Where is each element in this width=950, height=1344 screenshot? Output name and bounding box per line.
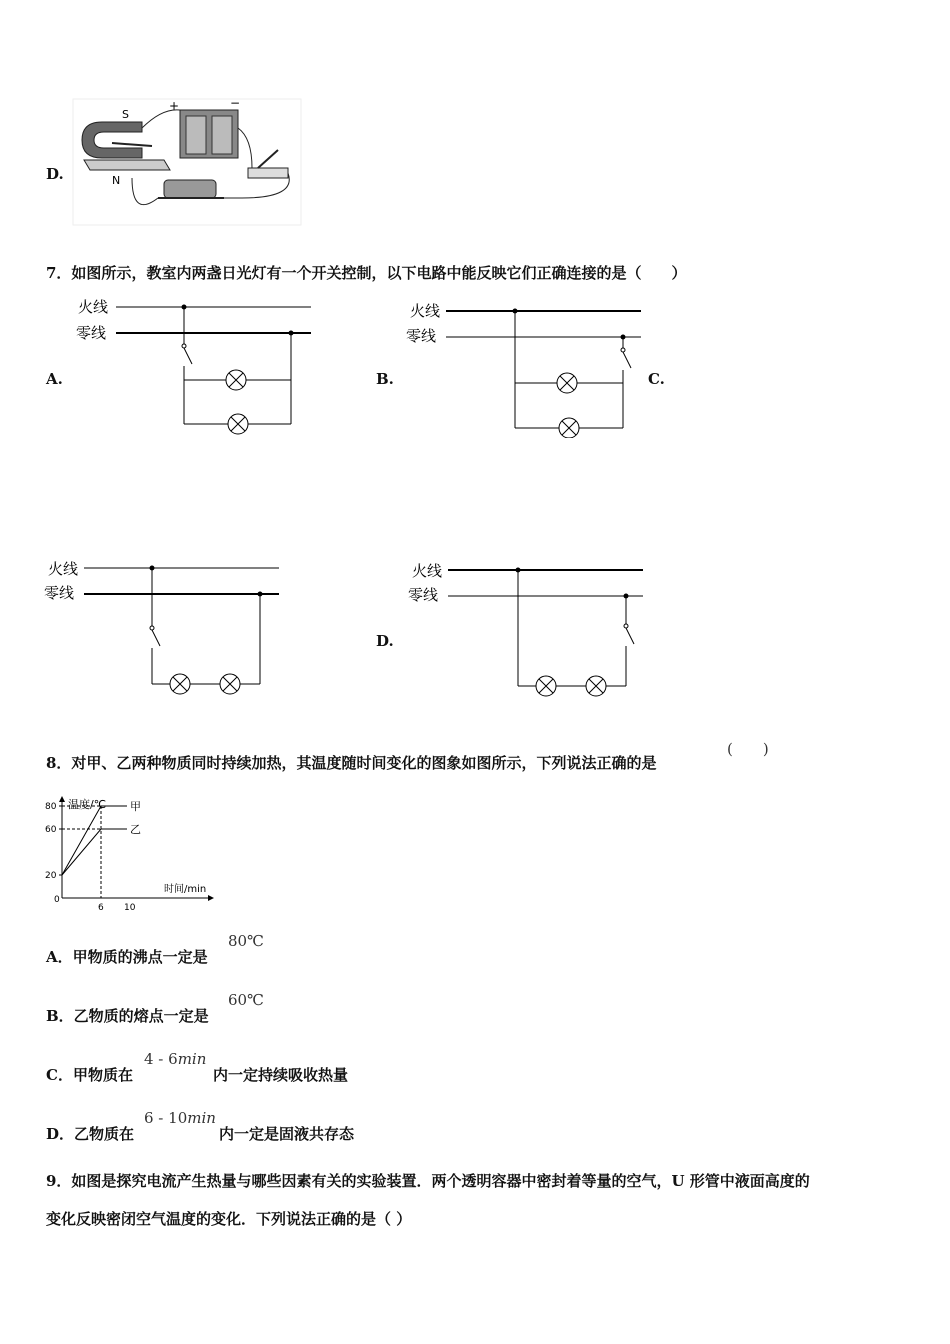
magnet-n-label: N (112, 174, 121, 187)
series-line-jia (62, 806, 127, 875)
q8-option-c-suffix: 内一定持续吸收热量 (213, 1066, 349, 1084)
q8-option-c-range: 4 - 6 (144, 1050, 178, 1068)
q8-option-d-unit: min (187, 1109, 216, 1127)
y-axis-label: 温度/℃ (68, 798, 107, 811)
q8-option-d-math (144, 1109, 216, 1127)
q7-option-b: B. (376, 370, 394, 388)
rheostat (164, 180, 216, 198)
q8-option-d-suffix: 内一定是固液共存态 (219, 1125, 355, 1143)
x-tick-label: 6 (98, 903, 104, 912)
switch (248, 168, 288, 178)
q6-option-d-figure (72, 98, 302, 226)
y-axis-arrow (59, 796, 65, 802)
q7-circuit-d (406, 558, 651, 698)
q7-circuit-a (74, 296, 319, 436)
q8-option-d-text: D．乙物质在 (46, 1125, 135, 1143)
q8-option-c-math (144, 1050, 206, 1068)
switch-blade (152, 630, 160, 646)
rod (112, 143, 152, 146)
q7-option-d: D. (376, 632, 394, 650)
switch-contact (621, 348, 625, 352)
live-wire-label: 火线 (78, 298, 109, 316)
q8-option-b-text: B．乙物质的熔点一定是 (46, 1007, 209, 1025)
q8-option-c[interactable] (46, 1064, 133, 1085)
neutral-wire-label: 零线 (408, 586, 439, 604)
neutral-wire-label: 零线 (406, 327, 437, 345)
y-tick-label: 20 (45, 871, 57, 881)
q8-option-b-math: 60℃ (228, 991, 264, 1009)
q7-stem: 7．如图所示，教室内两盏日光灯有一个开关控制，以下电路中能反映它们正确连接的是（ ） (46, 264, 687, 282)
series-line-yi (62, 829, 127, 875)
battery-minus-label: − (230, 98, 241, 110)
q7-circuit-b (404, 298, 649, 438)
horseshoe-magnet (82, 122, 142, 158)
wire (132, 178, 158, 205)
magnet-base (84, 160, 170, 170)
q7-circuit-c (42, 556, 287, 696)
q6-option-d-label: D. (46, 165, 64, 183)
q8-option-d[interactable] (46, 1123, 134, 1144)
q9-stem-line2: 变化反映密闭空气温度的变化．下列说法正确的是（ ） (46, 1210, 412, 1228)
y-tick-label: 60 (45, 825, 57, 835)
q8-option-a-math: 80℃ (228, 932, 264, 950)
switch-contact (182, 344, 186, 348)
origin-label: 0 (54, 895, 60, 905)
switch-blade (184, 348, 192, 364)
battery-plus-label: + (169, 99, 180, 113)
q8-stem: 8．对甲、乙两种物质同时持续加热，其温度随时间变化的图象如图所示，下列说法正确的是 (46, 754, 657, 772)
q8-answer-paren: ( ) (727, 740, 769, 758)
live-wire-label: 火线 (410, 302, 441, 320)
q8-chart (40, 794, 220, 912)
wire (238, 128, 252, 168)
y-tick-label: 80 (45, 802, 57, 812)
x-axis-label: 时间/min (164, 884, 207, 895)
q7-option-c: C. (648, 370, 665, 388)
neutral-wire-label: 零线 (44, 584, 75, 602)
switch-blade (626, 628, 634, 644)
switch-contact (624, 624, 628, 628)
series-label: 乙 (130, 823, 141, 836)
switch-blade (623, 352, 631, 368)
q9-stem-line1: 9．如图是探究电流产生热量与哪些因素有关的实验装置．两个透明容器中密封着等量的空气，U 形管中液面高度的 (46, 1172, 810, 1190)
q8-option-b[interactable] (46, 1005, 209, 1026)
q8-option-c-unit: min (177, 1050, 207, 1068)
q8-option-d-range: 6 - 10 (144, 1109, 188, 1127)
q7-option-a: A. (46, 370, 63, 388)
x-axis-arrow (208, 895, 214, 901)
neutral-wire-label: 零线 (76, 324, 107, 342)
magnet-s-label: S (122, 108, 129, 121)
switch-contact (150, 626, 154, 630)
x-tick-label: 10 (124, 903, 136, 912)
q8-option-c-text: C．甲物质在 (46, 1066, 133, 1084)
live-wire-label: 火线 (412, 562, 443, 580)
series-label: 甲 (130, 800, 141, 813)
q8-option-a[interactable] (46, 946, 208, 967)
live-wire-label: 火线 (48, 560, 79, 578)
q8-option-a-text: A．甲物质的沸点一定是 (46, 948, 208, 966)
